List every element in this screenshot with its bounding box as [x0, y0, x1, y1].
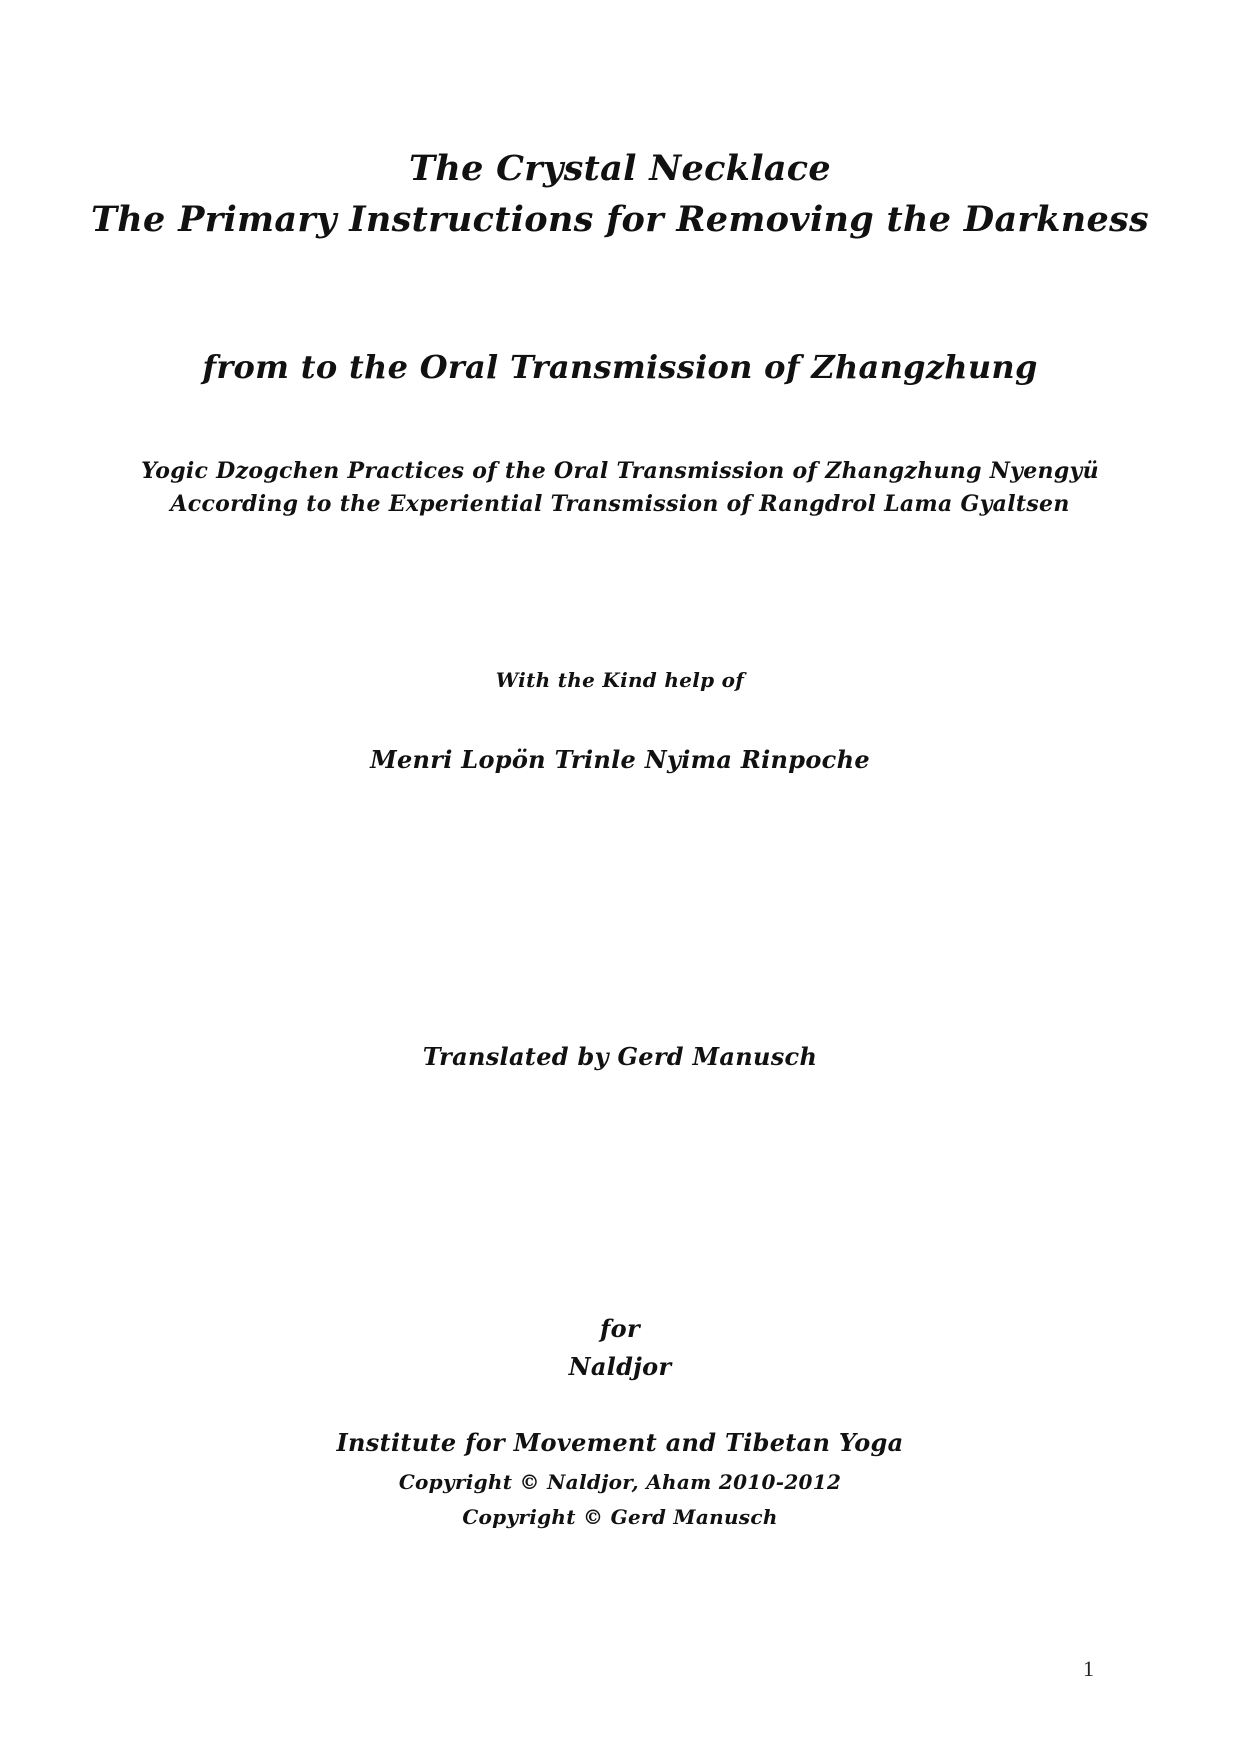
subtitle-line-2: According to the Experiential Transmission of Rangdrol Lama Gyaltsen [170, 491, 1070, 517]
copyright-line-2: Copyright © Gerd Manusch [462, 1505, 778, 1529]
subtitle-line-1: Yogic Dzogchen Practices of the Oral Transmission of Zhangzhung Nyengyü [141, 458, 1099, 484]
translator-line: Translated by Gerd Manusch [422, 1042, 818, 1071]
institute-line: Institute for Movement and Tibetan Yoga [336, 1428, 904, 1457]
help-intro: With the Kind help of [495, 668, 745, 692]
source-line: from to the Oral Transmission of Zhangzhung [202, 348, 1038, 386]
publisher-name: Naldjor [568, 1352, 672, 1381]
helper-name: Menri Lopön Trinle Nyima Rinpoche [370, 745, 870, 774]
copyright-line-1: Copyright © Naldjor, Aham 2010-2012 [398, 1470, 842, 1494]
publisher-for: for [600, 1314, 640, 1343]
page-number: 1 [1083, 1656, 1094, 1681]
title-line-2: The Primary Instructions for Removing the Darkness [90, 199, 1150, 240]
title-line-1: The Crystal Necklace [409, 148, 831, 189]
